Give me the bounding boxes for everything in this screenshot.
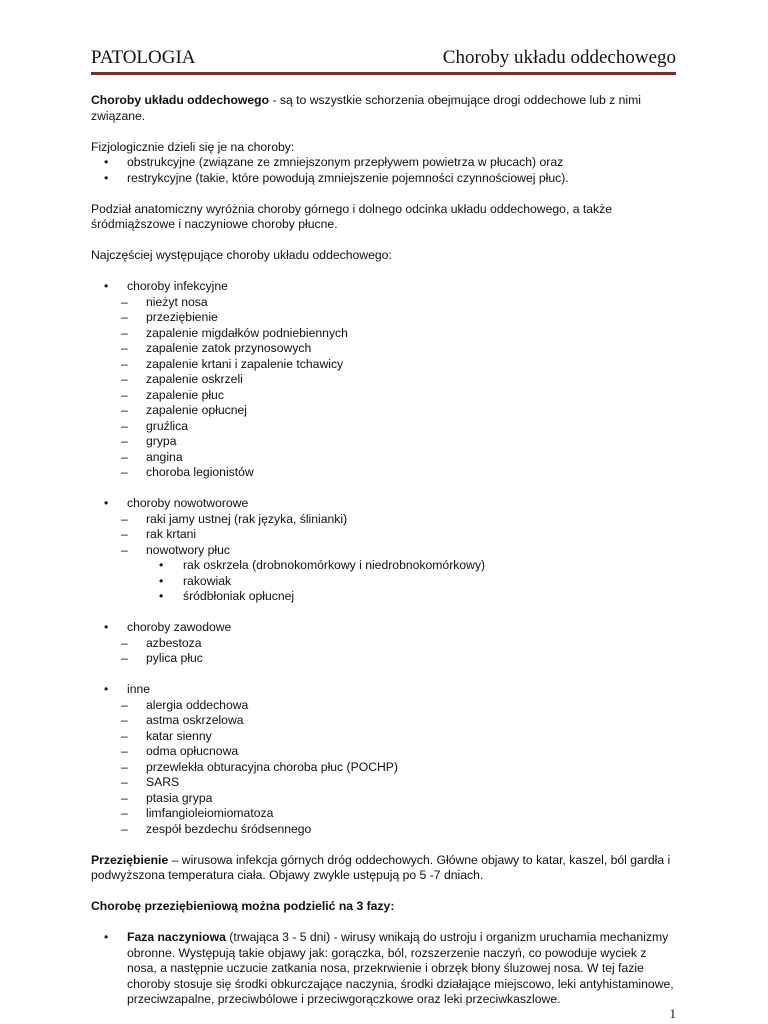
list-item-text: grypa — [146, 434, 177, 448]
list-item-text: SARS — [146, 775, 180, 789]
bullet-marker: • — [104, 930, 109, 944]
bullet-marker: • — [159, 558, 164, 572]
group-heading — [91, 279, 676, 295]
cold-text: – wirusowa infekcja górnych dróg oddechowych. Główne objawy to katar, kaszel, ból gardła i podwyższona temperatura ciała. Objawy zwykle ustępują po 5 -7 dniach. — [91, 852, 671, 882]
list-item — [91, 388, 676, 404]
group-label: choroby zawodowe — [127, 620, 232, 634]
list-item-text: raki jamy ustnej (rak języka, ślinianki) — [146, 511, 348, 526]
dash-marker: – — [121, 635, 128, 650]
dash-marker: – — [121, 542, 128, 557]
list-item — [91, 791, 676, 807]
header-left-title: PATOLOGIA — [91, 47, 196, 68]
list-item-text: angina — [146, 449, 183, 464]
list-item — [91, 465, 676, 481]
page-header — [91, 47, 676, 69]
list-item-text: rak krtani — [146, 527, 197, 541]
list-item — [91, 512, 676, 528]
list-item-text: nowotwory płuc — [146, 542, 230, 557]
list-item — [91, 760, 676, 776]
header-right-title: Choroby układu oddechowego — [442, 47, 676, 68]
list-item — [91, 434, 676, 450]
list-item — [91, 171, 676, 187]
dash-marker: – — [121, 775, 128, 789]
list-item-text: obstrukcyjne (związane ze zmniejszonym przepływem powietrza w płucach) oraz — [127, 155, 564, 169]
list-item-text: alergia oddechowa — [146, 697, 249, 712]
list-item — [91, 651, 676, 667]
list-item — [91, 419, 676, 435]
list-item — [91, 744, 676, 760]
intro-text: - są to wszystkie schorzenia obejmujące drogi oddechowe lub z nimi związane. — [91, 93, 641, 123]
anatomy-paragraph: Podział anatomiczny wyróżnia choroby górnego i dolnego odcinka układu oddechowego, a także śródmiąższowe i naczyniowe choroby płucne. — [91, 201, 613, 231]
list-item — [91, 357, 676, 373]
list-item-text: zapalenie opłucnej — [146, 403, 247, 417]
list-item-text: astma oskrzelowa — [146, 713, 244, 727]
bullet-marker: • — [104, 279, 109, 293]
bullet-marker: • — [104, 682, 109, 696]
dash-marker: – — [121, 806, 128, 820]
dash-marker: – — [121, 434, 128, 448]
list-item-text: gruźlica — [146, 418, 188, 433]
sub-list-item — [91, 558, 676, 574]
phases-heading-text: Chorobę przeziębieniową można podzielić na 3 fazy: — [91, 899, 395, 913]
header-rule — [91, 72, 676, 75]
common-diseases-lead: Najczęściej występujące choroby układu oddechowego: — [91, 248, 392, 262]
group-heading — [91, 620, 676, 636]
list-item-text: śródbłoniak opłucnej — [183, 589, 295, 603]
list-item — [91, 450, 676, 466]
list-item — [91, 341, 676, 357]
dash-marker: – — [121, 341, 128, 355]
dash-marker: – — [121, 449, 128, 464]
dash-marker: – — [121, 356, 128, 371]
physio-lead: Fizjologicznie dzieli się je na choroby: — [91, 139, 295, 154]
dash-marker: – — [121, 511, 128, 526]
bullet-marker: • — [104, 496, 109, 510]
intro-bold-term: Choroby układu oddechowego — [91, 93, 270, 107]
phase-description: (trwająca 3 - 5 dni) - wirusy wnikają do ustroju i organizm uruchamia mechanizmy obronne. Występują takie objawy jak: gorączka, ból, rozszerzenie naczyń, co powoduje wyciek z nosa, a następnie uczucie zatkania nosa, przekrwienie i obrzęk błony śluzowej nosa. W tej fazie choroby stosuje się środki obkurczające naczynia, środki działające miejscowo, leki antyhistaminowe, przeciwzapalne, przeciwbólowe i przeciwgorączkowe oraz leki przeciwkaszlowe. — [127, 930, 674, 1006]
cold-definition — [91, 853, 676, 884]
page-number: 1 — [669, 1006, 676, 1021]
list-item-text: zespół bezdechu śródsennego — [146, 821, 312, 836]
list-item — [91, 543, 676, 559]
list-item — [91, 155, 676, 171]
sub-list-item — [91, 589, 676, 605]
list-item-text: zapalenie oskrzeli — [146, 372, 243, 386]
dash-marker: – — [121, 728, 128, 743]
list-item — [91, 310, 676, 326]
group-heading — [91, 682, 676, 698]
intro-paragraph — [91, 93, 676, 124]
dash-marker: – — [121, 651, 128, 665]
dash-marker: – — [121, 387, 128, 402]
list-item — [91, 403, 676, 419]
dash-marker: – — [121, 790, 128, 805]
dash-marker: – — [121, 372, 128, 386]
dash-marker: – — [121, 744, 128, 758]
dash-marker: – — [121, 325, 128, 340]
list-item-text: ptasia grypa — [146, 790, 213, 805]
list-item — [91, 775, 676, 791]
bullet-marker: • — [104, 170, 109, 185]
list-item-text: azbestoza — [146, 635, 202, 650]
dash-marker: – — [121, 294, 128, 309]
group-label: choroby infekcyjne — [127, 279, 228, 293]
list-item — [91, 372, 676, 388]
dash-marker: – — [121, 713, 128, 727]
bullet-marker: • — [104, 620, 109, 634]
list-item-text: nieżyt nosa — [146, 294, 208, 309]
list-item-text: przewlekła obturacyjna choroba płuc (POCHP) — [146, 759, 398, 774]
list-item-text: limfangioleiomiomatoza — [146, 806, 274, 820]
list-item-text: zapalenie zatok przynosowych — [146, 341, 312, 355]
dash-marker: – — [121, 821, 128, 836]
list-item — [91, 713, 676, 729]
list-item-text: rak oskrzela (drobnokomórkowy i niedrobnokomórkowy) — [183, 558, 486, 572]
phase-bold-term: Faza naczyniowa — [127, 930, 226, 944]
group-heading — [91, 496, 676, 512]
list-item — [91, 806, 676, 822]
group-label: inne — [127, 682, 151, 696]
group-label: choroby nowotworowe — [127, 496, 249, 510]
dash-marker: – — [121, 759, 128, 774]
bullet-marker: • — [159, 589, 164, 603]
list-item-text: pylica płuc — [146, 651, 203, 665]
dash-marker: – — [121, 527, 128, 541]
dash-marker: – — [121, 418, 128, 433]
phase-text — [127, 930, 676, 1008]
phase-item — [91, 930, 676, 1008]
phases-heading — [91, 899, 676, 915]
cold-bold-term: Przeziębienie — [91, 852, 169, 867]
dash-marker: – — [121, 465, 128, 479]
list-item-text: restrykcyjne (takie, które powodują zmniejszenie pojemności czynnościowej płuc). — [127, 170, 569, 185]
list-item — [91, 326, 676, 342]
list-item-text: katar sienny — [146, 728, 212, 743]
list-item-text: zapalenie migdałków podniebiennych — [146, 325, 348, 340]
list-item-text: zapalenie krtani i zapalenie tchawicy — [146, 356, 344, 371]
list-item-text: przeziębienie — [146, 310, 218, 324]
sub-list-item — [91, 574, 676, 590]
list-item-text: rakowiak — [183, 573, 232, 588]
list-item-text: odma opłucnowa — [146, 744, 239, 758]
dash-marker: – — [121, 310, 128, 324]
list-item — [91, 822, 676, 838]
document-body — [91, 93, 676, 1008]
list-item — [91, 527, 676, 543]
dash-marker: – — [121, 697, 128, 712]
list-item — [91, 698, 676, 714]
list-item — [91, 729, 676, 745]
bullet-marker: • — [159, 573, 164, 588]
bullet-marker: • — [104, 155, 109, 169]
dash-marker: – — [121, 403, 128, 417]
list-item — [91, 295, 676, 311]
list-item-text: choroba legionistów — [146, 465, 254, 479]
list-item-text: zapalenie płuc — [146, 387, 224, 402]
list-item — [91, 636, 676, 652]
